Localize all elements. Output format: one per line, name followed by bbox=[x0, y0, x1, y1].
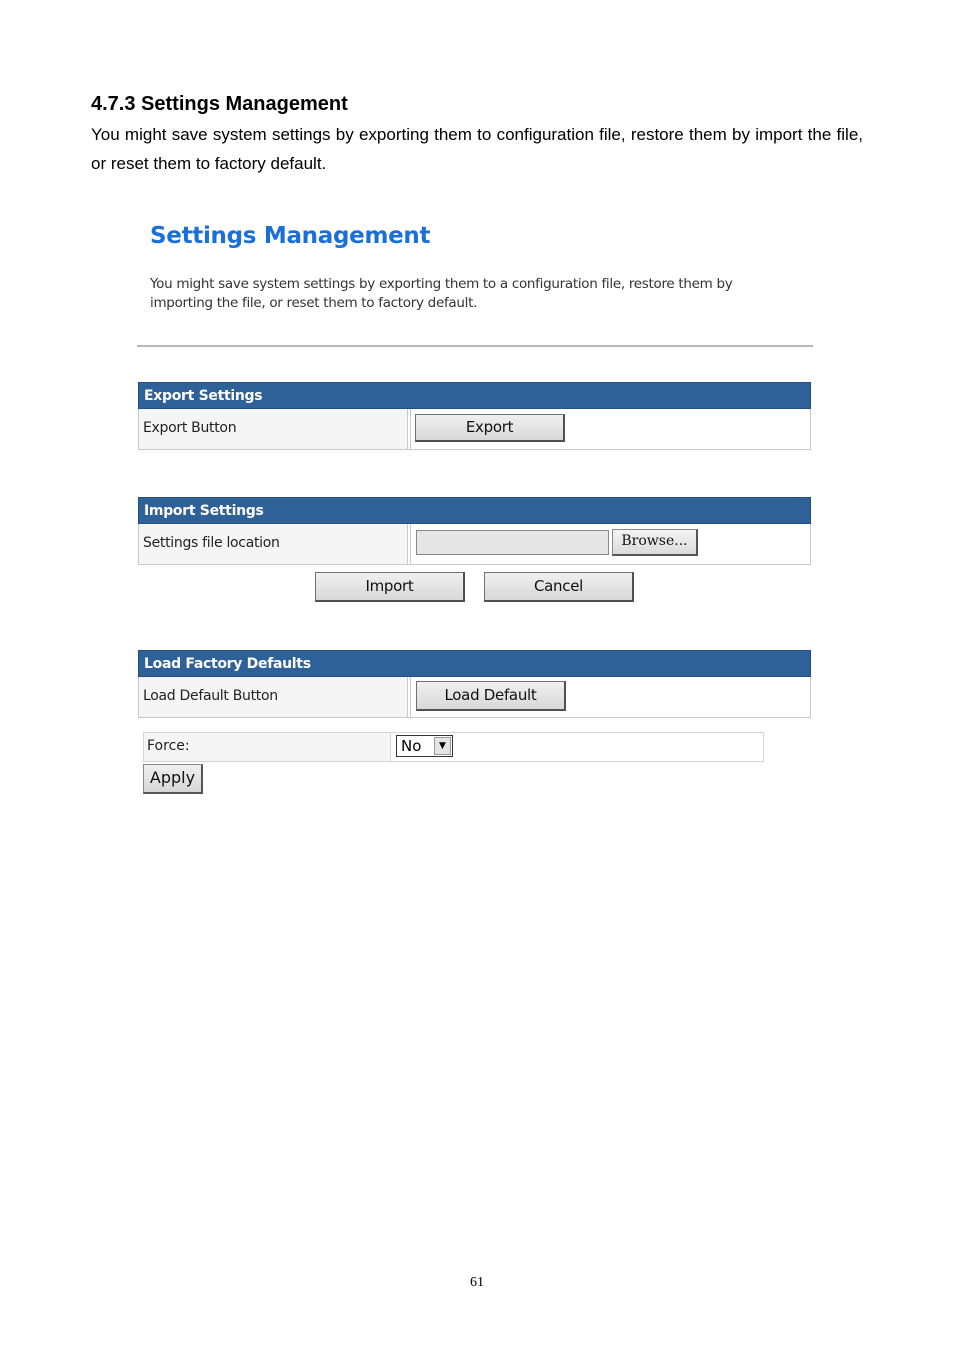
import-value-cell bbox=[411, 524, 810, 564]
import-settings-header: Import Settings bbox=[138, 497, 811, 524]
export-settings-header: Export Settings bbox=[138, 382, 811, 409]
page-number: 61 bbox=[470, 1275, 484, 1290]
force-value-cell bbox=[391, 733, 763, 761]
export-button[interactable]: Export bbox=[415, 414, 565, 442]
chevron-down-icon[interactable]: ▼ bbox=[434, 737, 451, 755]
export-value-cell bbox=[411, 409, 810, 449]
browse-button[interactable]: Browse... bbox=[612, 529, 698, 556]
load-default-button[interactable]: Load Default bbox=[416, 681, 566, 711]
page-description: You might save system settings by exporting them to a configuration file, restore them by importing the file, or reset them to factory default. bbox=[150, 276, 733, 311]
file-path-input[interactable] bbox=[416, 530, 609, 555]
load-default-value-cell bbox=[411, 677, 810, 717]
divider bbox=[137, 345, 813, 347]
force-select[interactable] bbox=[396, 735, 453, 757]
document-heading: 4.7.3 Settings Management bbox=[91, 93, 348, 115]
load-default-button-label: Load Default Button bbox=[139, 677, 408, 717]
import-settings-section bbox=[138, 497, 811, 565]
force-row bbox=[143, 732, 764, 762]
apply-button[interactable]: Apply bbox=[143, 764, 203, 794]
cancel-button[interactable]: Cancel bbox=[484, 572, 634, 602]
export-row bbox=[138, 409, 811, 450]
settings-file-location-label: Settings file location bbox=[139, 524, 408, 564]
force-label: Force: bbox=[144, 733, 391, 761]
page-title: Settings Management bbox=[150, 223, 431, 249]
force-select-value: No bbox=[401, 737, 422, 755]
export-settings-section bbox=[138, 382, 811, 450]
import-row bbox=[138, 524, 811, 565]
import-button[interactable]: Import bbox=[315, 572, 465, 602]
document-intro: You might save system settings by exporting them to configuration file, restore them by import the file, or reset them to factory default. bbox=[91, 125, 863, 173]
factory-defaults-section bbox=[138, 650, 811, 718]
factory-defaults-header: Load Factory Defaults bbox=[138, 650, 811, 677]
load-default-row bbox=[138, 677, 811, 718]
export-button-label: Export Button bbox=[139, 409, 408, 449]
